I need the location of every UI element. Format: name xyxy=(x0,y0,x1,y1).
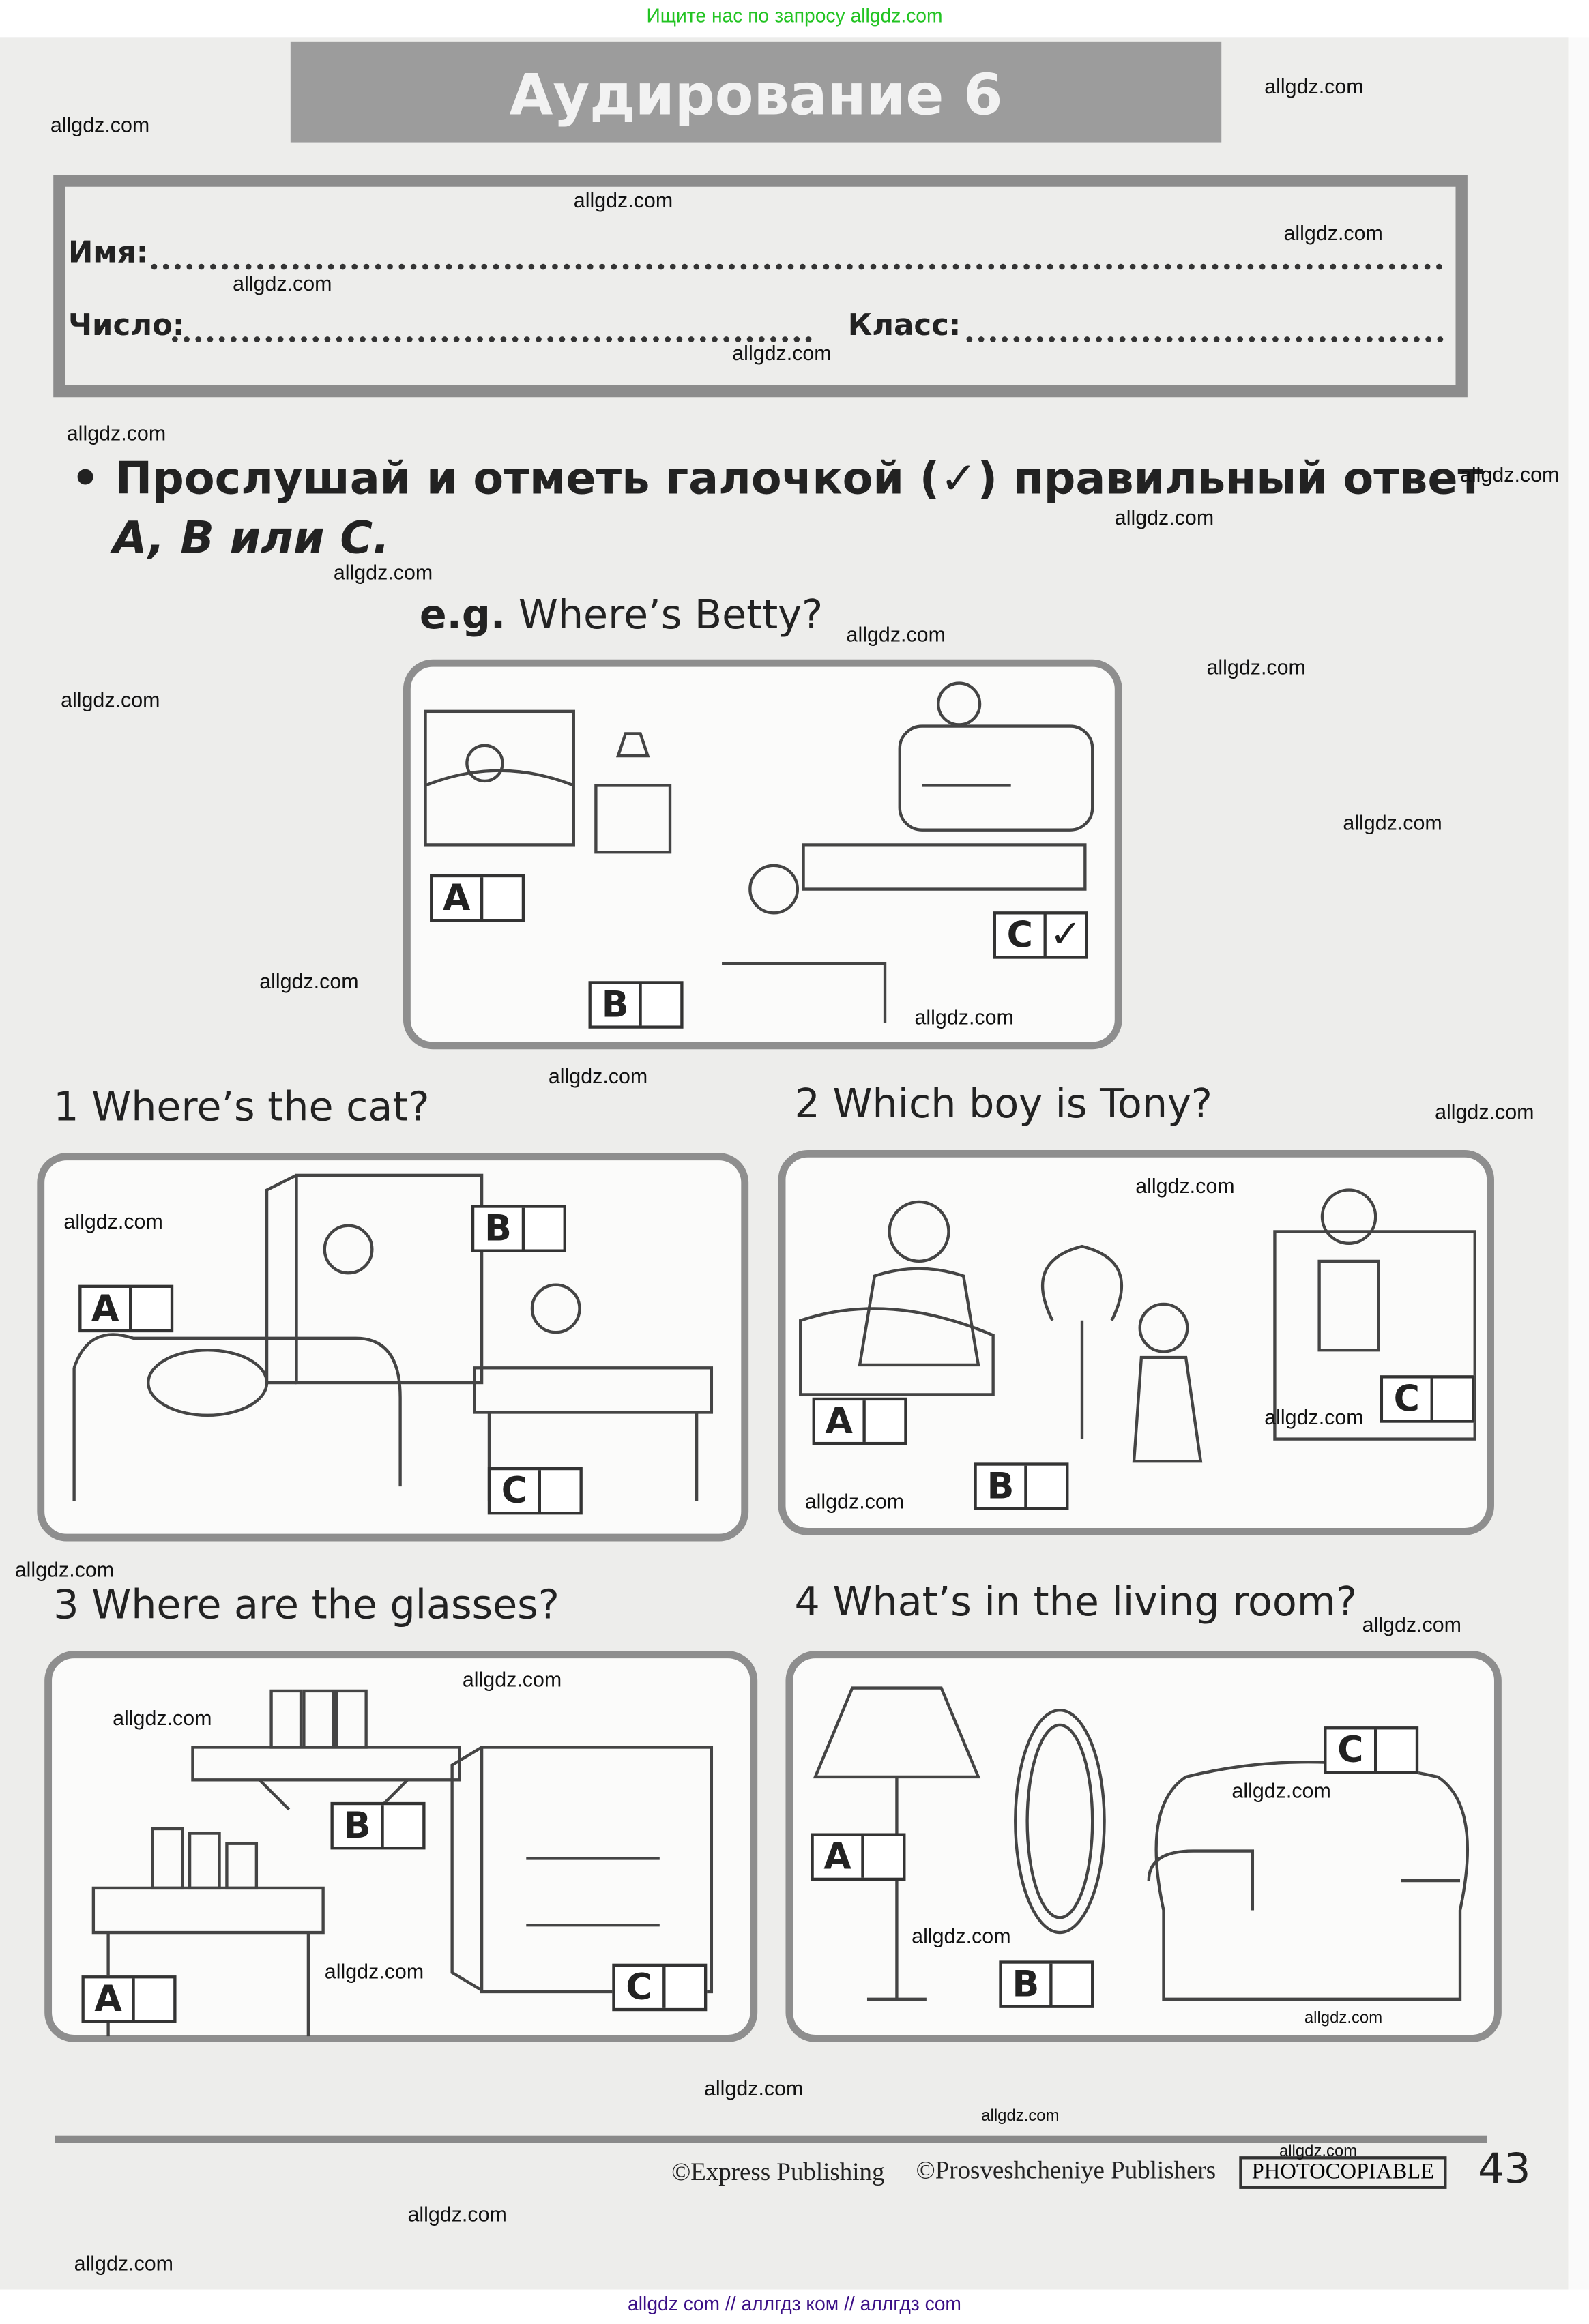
question-number: 4 xyxy=(794,1579,820,1626)
watermark: allgdz.com xyxy=(981,2107,1060,2126)
page-title: Аудирование 6 xyxy=(509,62,1003,128)
option-letter: B xyxy=(977,1466,1027,1507)
watermark: allgdz.com xyxy=(1264,74,1364,98)
option-letter: C xyxy=(996,914,1047,956)
option-letter: C xyxy=(1383,1379,1433,1420)
watermark: allgdz.com xyxy=(407,2202,507,2226)
watermark: allgdz.com xyxy=(1362,1612,1462,1636)
checkbox[interactable] xyxy=(525,1208,563,1250)
option-letter: B xyxy=(1002,1964,1053,2005)
question-2-answer-c[interactable] xyxy=(1380,1375,1475,1423)
watermark: allgdz.com xyxy=(573,188,673,212)
checkbox[interactable] xyxy=(1027,1466,1066,1507)
checkbox[interactable] xyxy=(384,1805,422,1847)
watermark: allgdz.com xyxy=(259,969,359,993)
checkbox[interactable] xyxy=(1433,1379,1472,1420)
glasses-illustration xyxy=(52,1658,497,1881)
watermark: allgdz.com xyxy=(1264,1404,1364,1429)
question-text: What’s in the living room? xyxy=(832,1579,1358,1626)
check-mark[interactable]: ✓ xyxy=(1049,913,1082,958)
watermark: allgdz.com xyxy=(324,1959,424,1983)
watermark: allgdz.com xyxy=(846,622,946,647)
option-letter: A xyxy=(85,1978,135,2020)
question-2-answer-a[interactable] xyxy=(813,1398,907,1445)
top-banner xyxy=(0,0,1589,37)
page-number: 43 xyxy=(1478,2144,1531,2194)
option-letter: A xyxy=(814,1836,864,1878)
date-label: Число: xyxy=(68,306,185,342)
example-question-text: Where’s Betty? xyxy=(518,593,823,639)
question-number: 2 xyxy=(794,1081,820,1128)
bottom-banner-text[interactable]: allgdz com // аллгдз ком // аллгдз com xyxy=(628,2293,961,2315)
question-text: Where are the glasses? xyxy=(91,1583,559,1629)
name-label: Имя: xyxy=(68,234,149,270)
checkbox[interactable] xyxy=(541,1470,579,1512)
option-letter: A xyxy=(81,1288,132,1329)
question-1 xyxy=(53,1085,429,1130)
example-answer-c[interactable] xyxy=(993,911,1088,959)
checkbox[interactable] xyxy=(132,1288,170,1329)
checkbox[interactable] xyxy=(864,1836,903,1878)
bedroom-illustration xyxy=(411,667,856,889)
checkbox[interactable] xyxy=(665,1967,703,2008)
watermark: allgdz.com xyxy=(1304,2010,1383,2028)
watermark: allgdz.com xyxy=(1206,655,1306,679)
watermark: allgdz.com xyxy=(1283,220,1383,245)
watermark: allgdz.com xyxy=(74,2251,174,2275)
option-letter: B xyxy=(592,984,642,1026)
watermark: allgdz.com xyxy=(1435,1100,1534,1123)
watermark: allgdz.com xyxy=(912,1924,1011,1947)
question-text: Which boy is Tony? xyxy=(832,1081,1212,1128)
watermark: allgdz.com xyxy=(61,688,160,711)
watermark: allgdz.com xyxy=(50,113,150,136)
watermark: allgdz.com xyxy=(732,340,832,365)
question-number: 3 xyxy=(53,1583,79,1629)
watermark: allgdz.com xyxy=(1231,1778,1331,1802)
question-3-answer-c[interactable] xyxy=(612,1964,707,2012)
instruction-line-1: • Прослушай и отметь галочкой (✓) правильный ответ xyxy=(71,453,1484,505)
question-number: 1 xyxy=(53,1085,79,1131)
question-1-answer-b[interactable] xyxy=(471,1205,566,1252)
watermark: allgdz.com xyxy=(703,2076,804,2100)
instruction xyxy=(71,450,1483,569)
question-4-answer-c[interactable] xyxy=(1324,1726,1418,1774)
example-answer-a[interactable] xyxy=(430,874,525,922)
option-letter: B xyxy=(474,1208,525,1250)
example-answer-b[interactable] xyxy=(589,981,684,1029)
question-1-answer-a[interactable] xyxy=(78,1285,173,1333)
name-field[interactable] xyxy=(151,264,1444,270)
checkbox[interactable] xyxy=(642,984,680,1026)
watermark: allgdz.com xyxy=(1135,1173,1235,1198)
watermark: allgdz.com xyxy=(66,421,166,445)
watermark: allgdz.com xyxy=(14,1557,115,1582)
watermark: allgdz.com xyxy=(63,1209,163,1233)
watermark: allgdz.com xyxy=(1114,505,1214,529)
question-3 xyxy=(53,1583,559,1628)
question-2-picture-panel xyxy=(778,1150,1494,1535)
checkbox[interactable] xyxy=(483,877,521,919)
checkbox[interactable] xyxy=(866,1400,904,1442)
question-2 xyxy=(795,1082,1212,1128)
checkbox[interactable] xyxy=(1377,1729,1415,1771)
option-letter: B xyxy=(334,1805,384,1847)
question-4-answer-a[interactable] xyxy=(811,1834,905,1881)
option-letter: C xyxy=(1326,1729,1377,1771)
question-3-answer-b[interactable] xyxy=(330,1802,425,1850)
watermark: allgdz.com xyxy=(914,1005,1014,1029)
watermark: allgdz.com xyxy=(548,1063,648,1088)
bottom-banner xyxy=(0,2290,1589,2324)
question-text: Where’s the cat? xyxy=(91,1085,430,1131)
watermark: allgdz.com xyxy=(1279,2143,1358,2161)
watermark: allgdz.com xyxy=(233,271,332,295)
watermark: allgdz.com xyxy=(1460,462,1560,486)
watermark: allgdz.com xyxy=(804,1489,905,1514)
example-question xyxy=(420,593,823,638)
watermark: allgdz.com xyxy=(113,1705,212,1730)
class-label: Класс: xyxy=(847,306,961,342)
option-letter: C xyxy=(491,1470,541,1512)
option-letter: C xyxy=(615,1967,666,2008)
page-edge xyxy=(1569,37,1589,2289)
option-letter: A xyxy=(815,1400,866,1442)
question-2-answer-b[interactable] xyxy=(974,1462,1068,1510)
example-picture-panel xyxy=(403,660,1122,1049)
date-field[interactable] xyxy=(172,336,813,342)
question-4-answer-b[interactable] xyxy=(999,1960,1094,2008)
watermark: allgdz.com xyxy=(1343,810,1442,835)
cat-illustration xyxy=(44,1160,489,1383)
copyright-prosveshcheniye: ©Prosveshcheniye Publishers xyxy=(916,2156,1216,2185)
footer-divider xyxy=(55,2136,1487,2143)
question-4-picture-panel xyxy=(785,1651,1501,2042)
example-prefix: e.g. xyxy=(419,593,506,639)
instruction-line-2: A, B или C. xyxy=(113,512,390,565)
watermark: allgdz.com xyxy=(462,1667,562,1691)
photocopiable-badge: PHOTOCOPIABLE xyxy=(1239,2156,1446,2189)
checkbox[interactable] xyxy=(135,1978,173,2020)
question-3-answer-a[interactable] xyxy=(81,1975,176,2023)
class-field[interactable] xyxy=(967,336,1444,342)
option-letter: A xyxy=(433,877,483,919)
checkbox[interactable] xyxy=(1053,1964,1091,2005)
watermark: allgdz.com xyxy=(333,560,433,585)
question-1-answer-c[interactable] xyxy=(488,1467,583,1515)
top-banner-text[interactable]: Ищите нас по запросу allgdz.com xyxy=(646,4,943,27)
question-4 xyxy=(795,1580,1358,1626)
title-bar xyxy=(291,42,1221,143)
copyright-express: ©Express Publishing xyxy=(671,2158,885,2186)
